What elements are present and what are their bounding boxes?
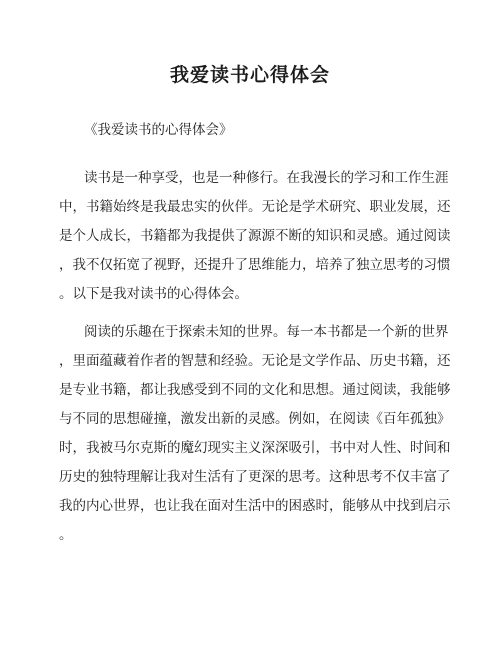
paragraph-1 xyxy=(59,164,451,309)
paragraph-2 xyxy=(59,318,451,550)
paragraph-line: 与不同的思想碰撞，激发出新的灵感。例如，在阅读《百年孤独》 xyxy=(59,411,451,427)
paragraph-line: ，里面蕴藏着作者的智慧和经验。无论是文学作品、历史书籍，还 xyxy=(59,353,451,369)
paragraph-line: 读书是一种享受，也是一种修行。在我漫长的学习和工作生涯 xyxy=(84,170,449,186)
paragraph-line: ，我不仅拓宽了视野，还提升了思维能力，培养了独立思考的习惯 xyxy=(59,257,451,273)
paragraph-line: 阅读的乐趣在于探索未知的世界。每一本书都是一个新的世界 xyxy=(84,324,449,340)
paragraph-line: 。以下是我对读书的心得体会。 xyxy=(59,286,248,302)
paragraph-line: 是个人成长，书籍都为我提供了源源不断的知识和灵感。通过阅读 xyxy=(59,228,451,244)
paragraph-line: 中，书籍始终是我最忠实的伙伴。无论是学术研究、职业发展，还 xyxy=(59,199,451,215)
paragraph-line: 。 xyxy=(59,527,73,543)
paragraph-line: 是专业书籍，都让我感受到不同的文化和思想。通过阅读，我能够 xyxy=(59,382,451,398)
paragraph-line: 我的内心世界，也让我在面对生活中的困惑时，能够从中找到启示 xyxy=(59,498,451,514)
document-subtitle: 《我爱读书的心得体会》 xyxy=(84,122,233,138)
paragraph-line: 历史的独特理解让我对生活有了更深的思考。这种思考不仅丰富了 xyxy=(59,469,451,485)
document-title: 我爱读书心得体会 xyxy=(169,64,330,86)
paragraph-line: 时，我被马尔克斯的魔幻现实主义深深吸引，书中对人性、时间和 xyxy=(59,440,451,456)
